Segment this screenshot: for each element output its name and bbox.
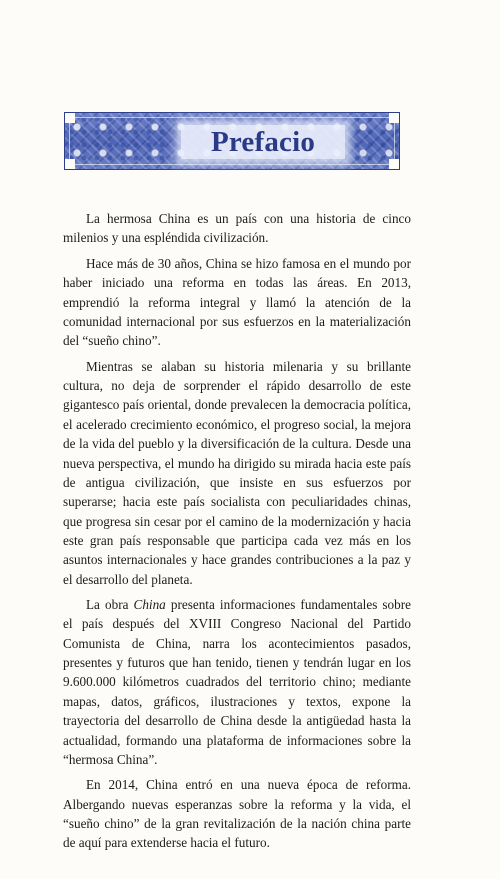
paragraph-3: Mientras se alaban su historia milenaria y su brillante cultura, no deja de sorprender el rápido desarrollo de este gigantesco país oriental, donde prevalecen la democracia política, el acelerado crecimiento económico, el progreso social, la mejora de la vida del pueblo y la diversificación de la cultura. Desde una nueva perspectiva, el mundo ha dirigido su mirada hacia este país de antigua civilización, que insiste en sus esfuerzos por superarse; hacia este país socialista con peculiaridades chinas, que progresa sin cesar por el camino de la modernización y hacia este gran país responsable que participa cada vez más en los asuntos internacionales y hace grandes contribuciones a la paz y el desarrollo del planeta.: [63, 358, 411, 587]
title-banner: [64, 112, 400, 170]
banner-corner-ornament: [389, 159, 400, 170]
page-title: Prefacio: [210, 126, 316, 158]
book-title-emphasis: China: [133, 597, 166, 613]
banner-corner-ornament: [389, 112, 400, 123]
title-box: [181, 125, 345, 159]
paragraph-5: En 2014, China entró en una nueva época de reforma. Albergando nuevas esperanzas sobre la reforma y la vida, el “sueño chino” de la gran revitalización de la nación china parte de aquí para extenderse hacia el futuro.: [63, 777, 411, 851]
paragraph-4-rest: presenta informaciones fundamentales sobre el país después del XVIII Congreso Nacional del Partido Comunista de China, narra los acontecimientos pasados, presentes y futuros que han tenido, tienen y tendrán lugar en los 9.600.000 kilómetros cuadrados del territorio chino; mediante mapas, datos, gráficos, ilustraciones y textos, expone la trayectoria del desarrollo de China desde la antigüedad hasta la actualidad, formando una plataforma de informaciones sobre la “hermosa China”.: [63, 597, 411, 767]
paragraph-4: [63, 595, 411, 769]
banner-corner-ornament: [64, 112, 75, 123]
banner-corner-ornament: [64, 159, 75, 170]
paragraph-4-lead: La obra: [86, 597, 134, 613]
preface-body: [63, 209, 411, 859]
paragraph-1: La hermosa China es un país con una historia de cinco milenios y una espléndida civilización.: [63, 211, 411, 246]
paragraph-2: Hace más de 30 años, China se hizo famosa en el mundo por haber iniciado una reforma en todas las áreas. En 2013, emprendió la reforma integral y llamó la atención de la comunidad internacional por sus esfuerzos en la materialización del “sueño chino”.: [63, 255, 411, 349]
